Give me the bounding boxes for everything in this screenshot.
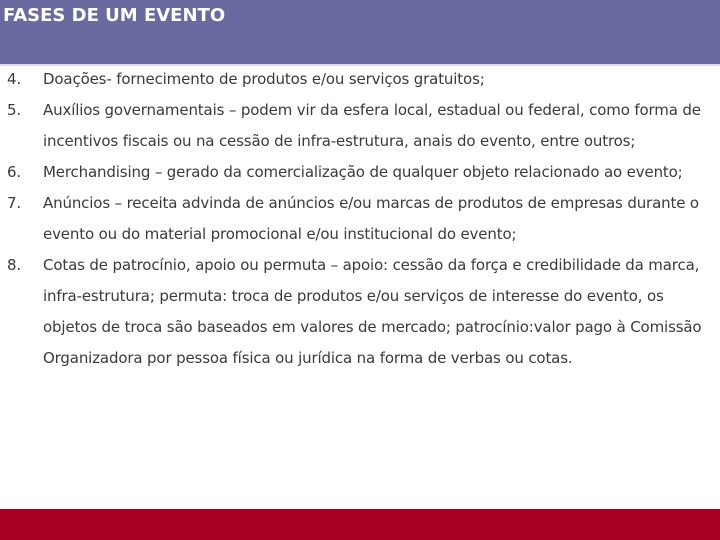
list-item-text: Anúncios – receita advinda de anúncios e/ou marcas de produtos de empresas durante o evento ou do material promocional e/ou institucional do evento; <box>43 194 699 243</box>
slide-title: FASES DE UM EVENTO <box>3 5 226 26</box>
list-item-text: Doações- fornecimento de produtos e/ou serviços gratuitos; <box>43 70 485 88</box>
slide-body <box>0 64 720 374</box>
list-item-text: Merchandising – gerado da comercialização de qualquer objeto relacionado ao evento; <box>43 163 683 181</box>
list-item <box>0 188 715 250</box>
slide-header <box>0 0 720 64</box>
list-item <box>0 95 715 157</box>
list-item-number: 6. <box>7 163 22 181</box>
footer-bar <box>0 509 720 540</box>
list-item-number: 5. <box>7 101 22 119</box>
list-item-number: 7. <box>7 194 22 212</box>
list-item-text: Auxílios governamentais – podem vir da esfera local, estadual ou federal, como forma de incentivos fiscais ou na cessão de infra-estrutura, anais do evento, entre outros; <box>43 101 701 150</box>
list-item-number: 4. <box>7 70 22 88</box>
list-item <box>0 157 715 188</box>
list-item-text: Cotas de patrocínio, apoio ou permuta – apoio: cessão da força e credibilidade da marca, infra-estrutura; permuta: troca de produtos e/ou serviços de interesse do evento, os objetos de troca são baseados em valores de mercado; patrocínio:valor pago à Comissão Organizadora por pessoa física ou jurídica na forma de verbas ou cotas. <box>43 256 702 367</box>
list-item-number: 8. <box>7 256 22 274</box>
list-item <box>0 64 715 95</box>
list-item <box>0 250 715 374</box>
